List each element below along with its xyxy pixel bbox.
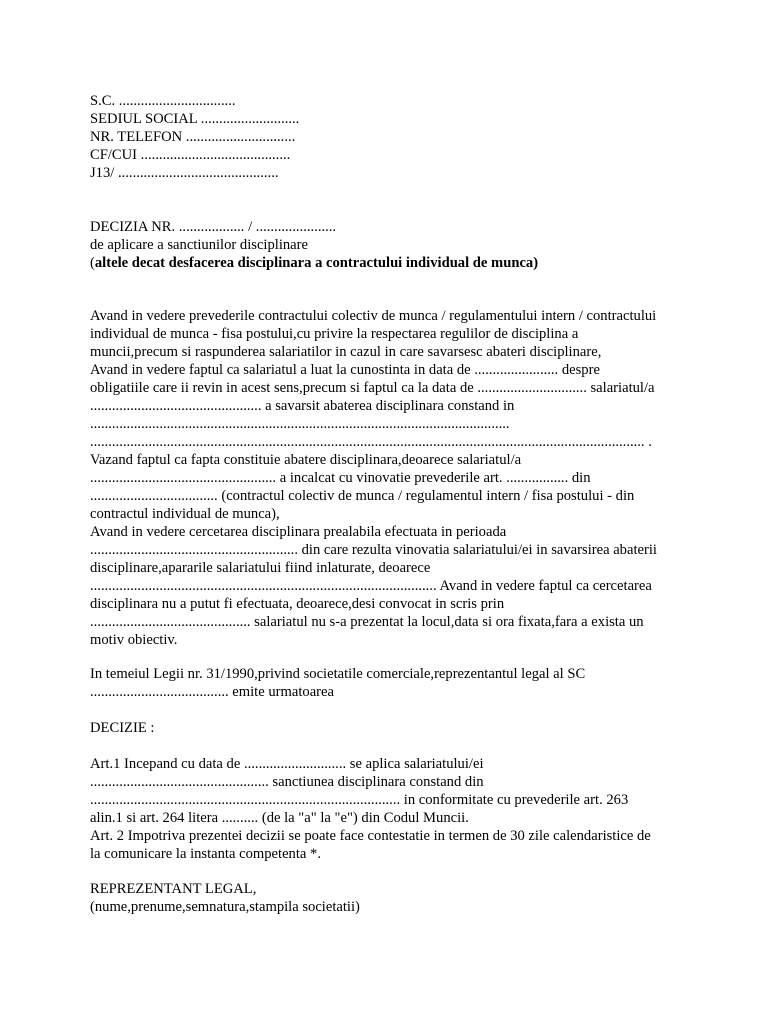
scope-open-paren: (: [90, 255, 95, 271]
body-line: disciplinara nu a putut fi efectuata, deoarece,desi convocat in scris prin: [90, 596, 505, 612]
decision-body: [90, 307, 690, 649]
scope-bold-text: altele decat desfacerea disciplinara a contractului individual de munca): [94, 255, 539, 271]
registered-office-line: SEDIUL SOCIAL ...........................: [90, 111, 300, 127]
registry-line: J13/ ............................................: [90, 165, 279, 181]
signature-block: [90, 880, 690, 916]
signature-details: (nume,prenume,semnatura,stampila societatii): [90, 899, 360, 915]
decision-title: [90, 218, 690, 272]
articles: [90, 755, 690, 863]
body-line: motiv obiectiv.: [90, 632, 178, 648]
decision-number: DECIZIA NR. .................. / ......................: [90, 219, 337, 235]
decision-heading-text: DECIZIE :: [90, 720, 155, 736]
body-line: muncii,precum si raspunderea salariatilor in cazul in care savarsesc abateri disciplinare,: [90, 344, 602, 360]
body-line: ............................................ salariatul nu s-a prezentat la locul,data si ora fixata,fara a exista un: [90, 614, 644, 630]
phone-line: NR. TELEFON ..............................: [90, 129, 296, 145]
body-line: ........................................................................................................................................................ .: [90, 434, 652, 450]
body-line: ............................................... a savarsit abaterea disciplinara constand in: [90, 398, 515, 414]
body-line: individual de munca - fisa postului,cu privire la respectarea regulilor de disciplina a: [90, 326, 579, 342]
body-line: obligatiile care ii revin in acest sens,precum si faptul ca la data de .............................. salariatul/a: [90, 380, 655, 396]
legal-basis: [90, 665, 690, 701]
company-name-line: S.C. ................................: [90, 93, 236, 109]
article-line: alin.1 si art. 264 litera .......... (de la "a" la "e") din Codul Muncii.: [90, 810, 469, 826]
body-line: ...................................................................................................................: [90, 416, 510, 432]
decision-heading: [90, 719, 690, 737]
body-line: ......................................................... din care rezulta vinovatia salariatului/ei in savarsirea abaterii: [90, 542, 657, 558]
body-line: Avand in vedere cercetarea disciplinara prealabila efectuata in perioada: [90, 524, 507, 540]
article-line: Art. 2 Impotriva prezentei decizii se poate face contestatie in termen de 30 zile calendaristice de: [90, 828, 651, 844]
body-line: disciplinare,apararile salariatului fiind inlaturate, deoarece: [90, 560, 431, 576]
company-header: [90, 92, 690, 182]
body-line: Avand in vedere faptul ca salariatul a luat la cunostinta in data de ....................... despre: [90, 362, 600, 378]
legal-basis-line: ...................................... emite urmatoarea: [90, 684, 334, 700]
signature-title: REPREZENTANT LEGAL,: [90, 881, 257, 897]
body-line: Avand in vedere prevederile contractului colectiv de munca / regulamentului intern / contractului: [90, 308, 657, 324]
legal-basis-line: In temeiul Legii nr. 31/1990,privind societatile comerciale,reprezentantul legal al SC: [90, 666, 586, 682]
cui-line: CF/CUI .........................................: [90, 147, 291, 163]
body-line: ................................... (contractul colectiv de munca / regulamentul intern / fisa postului - din: [90, 488, 635, 504]
body-line: ............................................................................................... Avand in vedere faptul ca cercetarea: [90, 578, 652, 594]
body-line: Vazand faptul ca fapta constituie abatere disciplinara,deoarece salariatul/a: [90, 452, 522, 468]
body-line: contractul individual de munca),: [90, 506, 280, 522]
article-line: Art.1 Incepand cu data de ............................ se aplica salariatului/ei: [90, 756, 484, 772]
decision-subtitle: de aplicare a sanctiunilor disciplinare: [90, 237, 309, 253]
body-line: ................................................... a incalcat cu vinovatie prevederile art. ................. din: [90, 470, 591, 486]
article-line: la comunicare la instanta competenta *.: [90, 846, 321, 862]
article-line: ..................................................................................... in conformitate cu prevederile art. 263: [90, 792, 629, 808]
article-line: ................................................. sanctiunea disciplinara constand din: [90, 774, 484, 790]
decision-scope: [90, 254, 690, 272]
